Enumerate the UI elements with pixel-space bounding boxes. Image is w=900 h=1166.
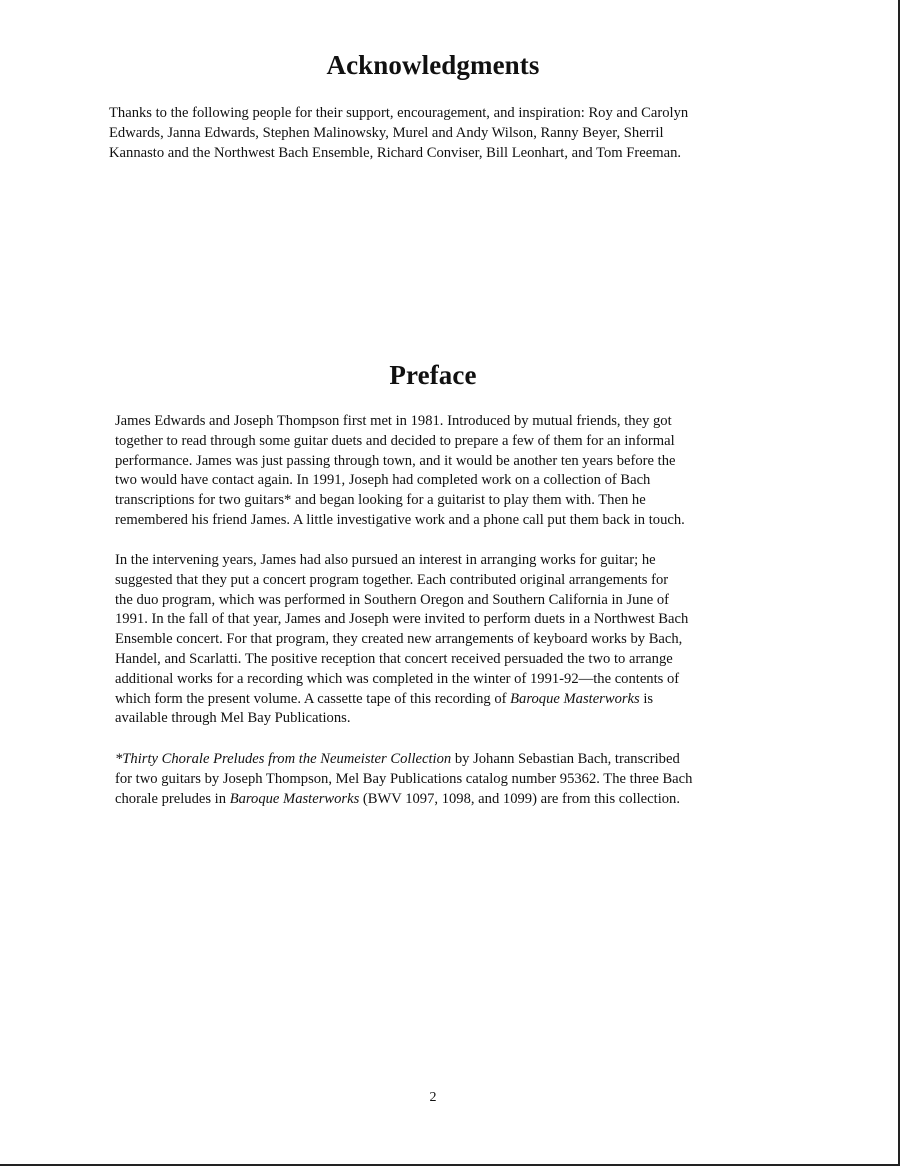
text-line: the duo program, which was performed in Southern Oregon and Southern California in June of (115, 591, 670, 608)
text-fragment: (BWV 1097, 1098, and 1099) are from this collection. (359, 790, 680, 807)
text-line: 1991. In the fall of that year, James and Joseph were invited to perform duets in a Northwest Bach (115, 611, 689, 628)
text-line: Ensemble concert. For that program, they created new arrangements of keyboard works by Bach, (115, 631, 683, 648)
text-line: remembered his friend James. A little investigative work and a phone call put them back in touch. (115, 511, 685, 528)
text-line: suggested that they put a concert program together. Each contributed original arrangements for (115, 571, 669, 588)
text-line: additional works for a recording which was completed in the winter of 1991-92—the contents of (115, 670, 680, 687)
text-fragment: is (639, 690, 654, 707)
text-fragment: by Johann Sebastian Bach, transcribed (451, 751, 680, 767)
preface-paragraph-1 (115, 412, 755, 531)
text-line: In the intervening years, James had also pursued an interest in arranging works for guitar; he (115, 552, 656, 568)
text-line: performance. James was just passing through town, and it would be another ten years before the (115, 452, 676, 469)
preface-paragraph-2 (115, 551, 755, 729)
preface-heading: Preface (389, 360, 477, 390)
text-line: together to read through some guitar duets and decided to prepare a few of them for an informal (115, 432, 675, 449)
text-line: available through Mel Bay Publications. (115, 710, 351, 727)
text-line: Kannasto and the Northwest Bach Ensemble, Richard Conviser, Bill Leonhart, and Tom Freeman. (109, 144, 682, 161)
page-number: 2 (429, 1090, 437, 1105)
footnote-title: *Thirty Chorale Preludes from the Neumeister Collection (115, 751, 452, 767)
text-fragment: chorale preludes in (115, 790, 230, 807)
book-title: Baroque Masterworks (510, 690, 640, 707)
text-line: for two guitars by Joseph Thompson, Mel Bay Publications catalog number 95362. The three Bach (115, 770, 693, 787)
text-fragment: which form the present volume. A cassette tape of this recording of (115, 690, 511, 707)
acknowledgments-heading: Acknowledgments (326, 50, 540, 80)
text-line: two would have contact again. In 1991, Joseph had completed work on a collection of Bach (115, 472, 651, 489)
book-title: Baroque Masterworks (229, 790, 360, 807)
text-line: James Edwards and Joseph Thompson first met in 1981. Introduced by mutual friends, they got (115, 413, 672, 429)
text-line: Thanks to the following people for their support, encouragement, and inspiration: Roy and Carolyn (109, 105, 689, 121)
acknowledgments-paragraph (109, 104, 759, 163)
preface-footnote (115, 750, 755, 809)
text-line: transcriptions for two guitars* and began looking for a guitarist to play them with. Then he (115, 492, 646, 509)
text-line: Edwards, Janna Edwards, Stephen Malinowsky, Murel and Andy Wilson, Ranny Beyer, Sherril (109, 124, 664, 141)
text-line: Handel, and Scarlatti. The positive reception that concert received persuaded the two to arrange (115, 650, 673, 667)
